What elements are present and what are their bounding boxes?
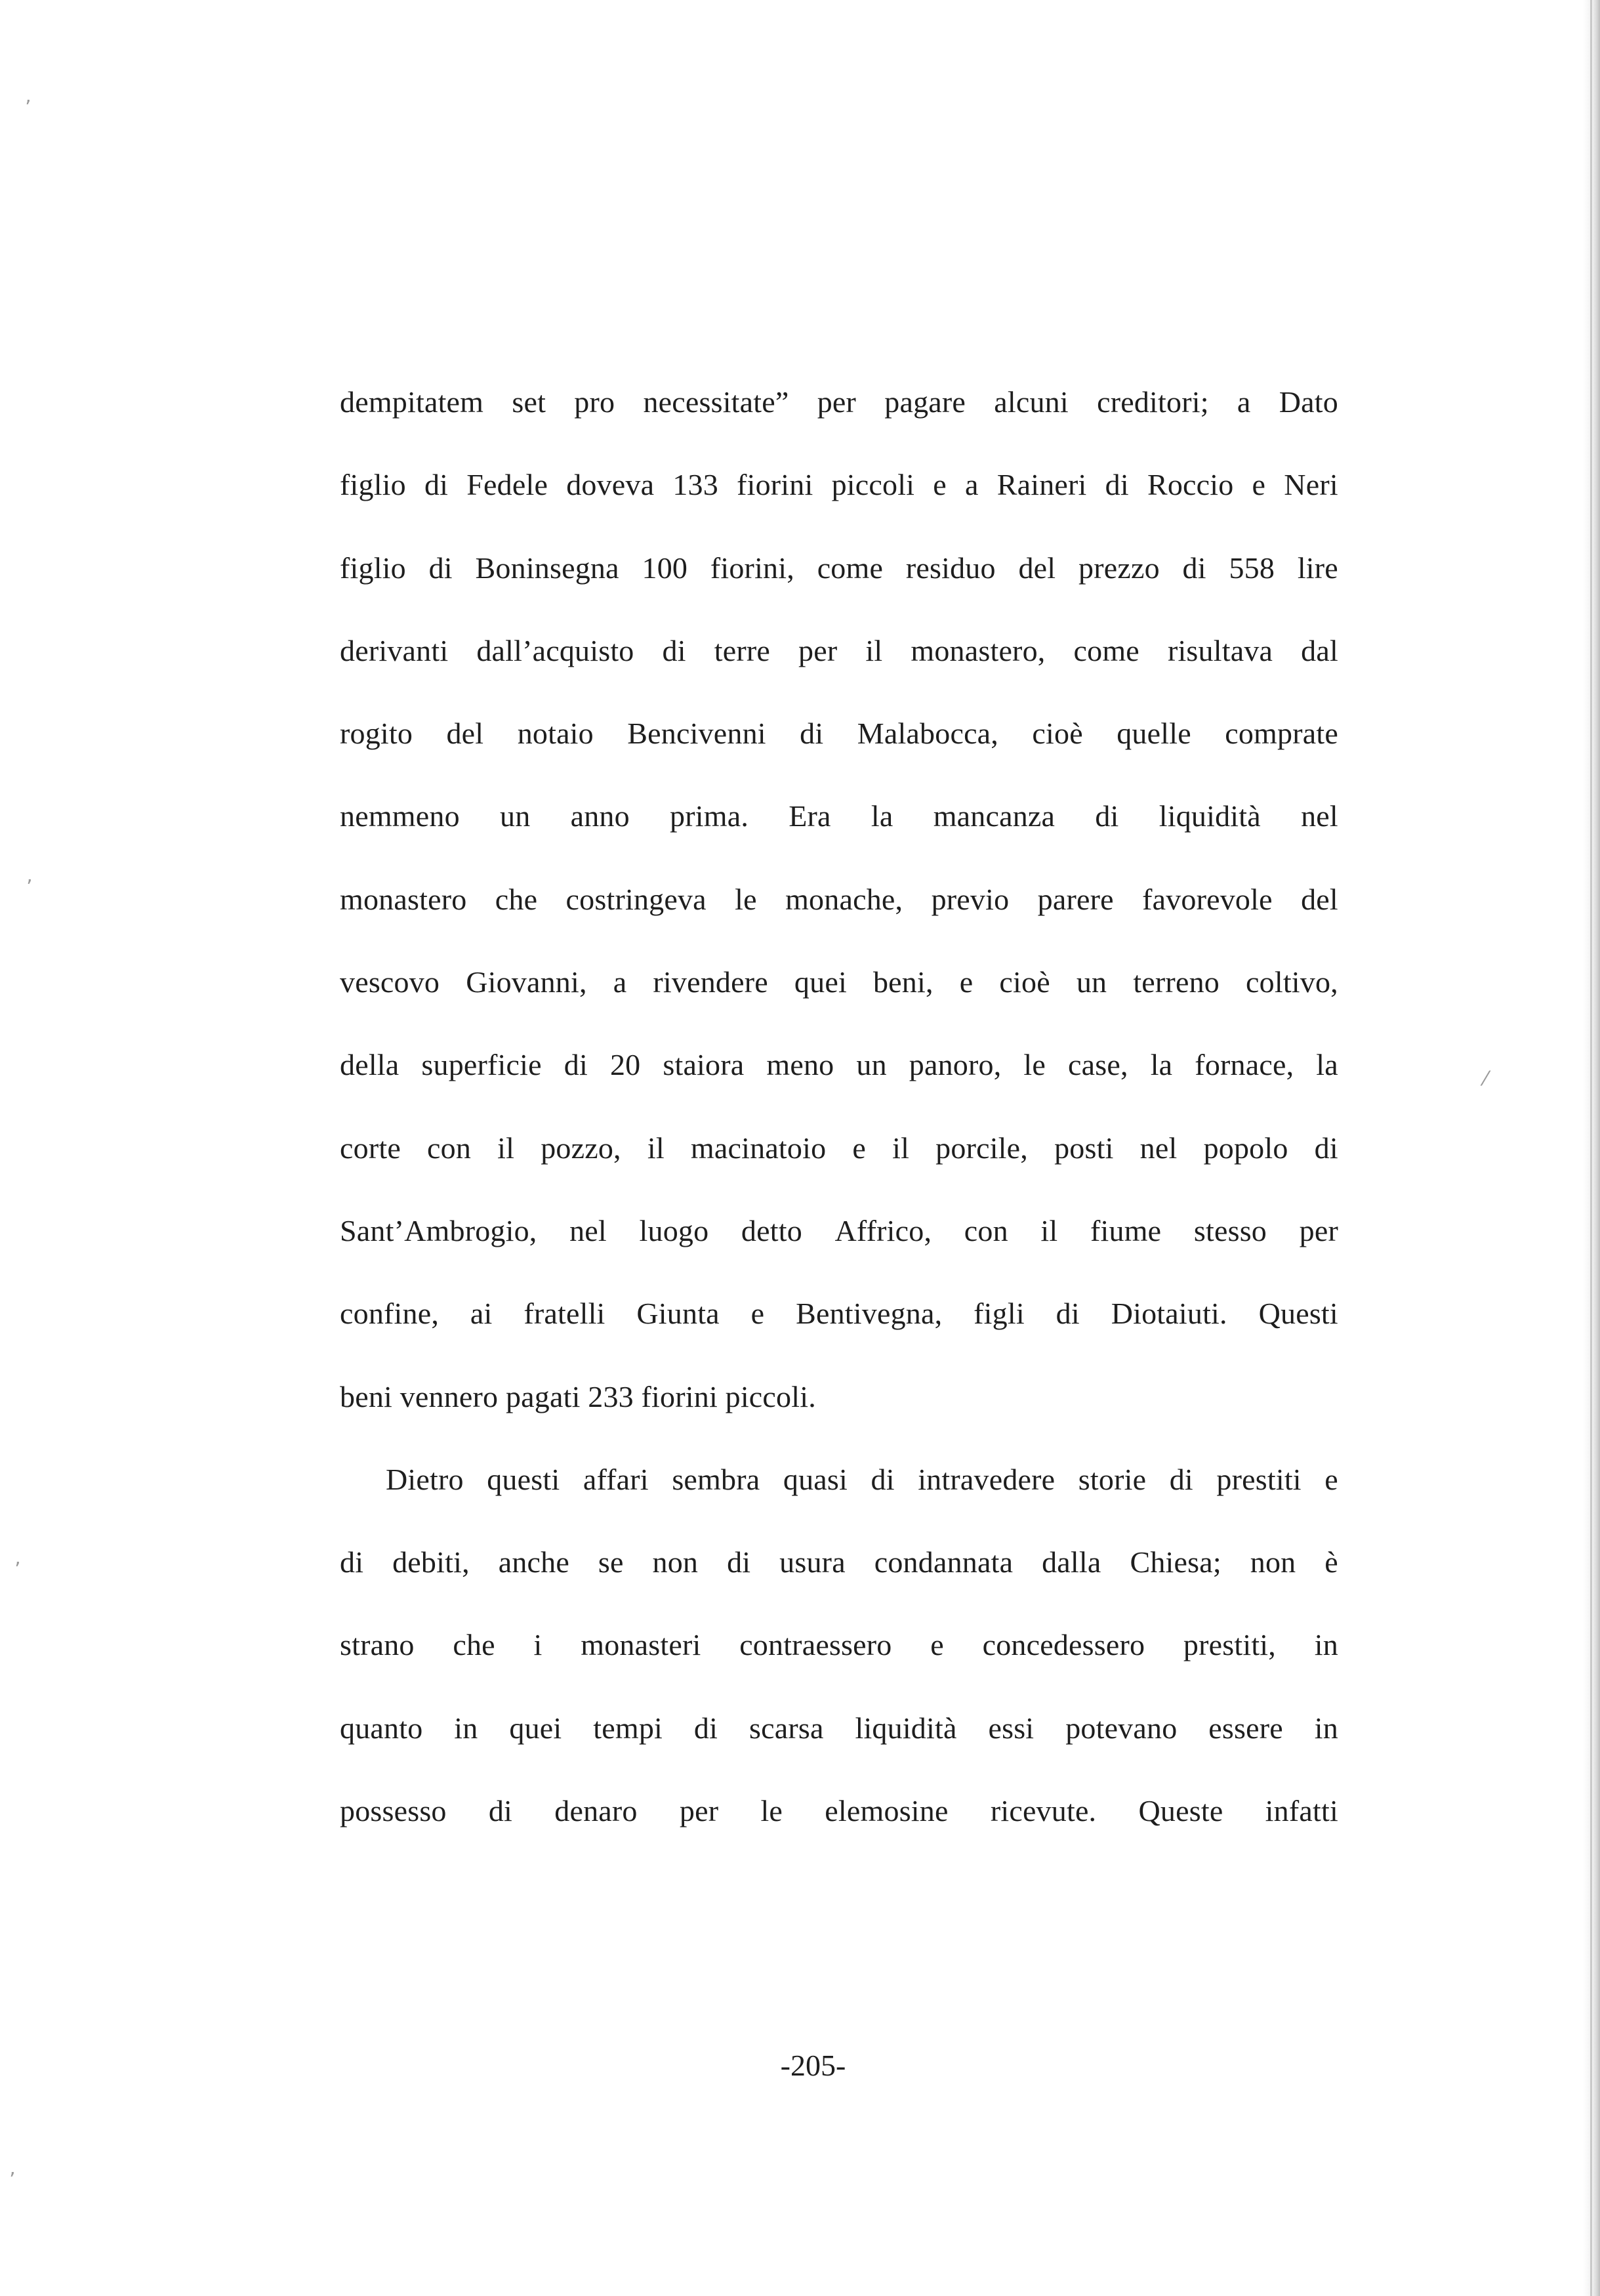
- word: residuo: [905, 551, 996, 585]
- word: liquidità: [855, 1711, 957, 1745]
- word: corte: [340, 1131, 401, 1165]
- word: Giunta: [636, 1297, 720, 1331]
- word: necessitate”: [643, 385, 789, 419]
- word: cioè: [999, 965, 1050, 999]
- word: per: [1299, 1213, 1338, 1247]
- word: come: [817, 551, 884, 585]
- word: con: [964, 1213, 1008, 1247]
- word: di: [1169, 1462, 1193, 1496]
- word: fiorini,: [710, 551, 794, 585]
- word: derivanti: [340, 633, 449, 667]
- text-line: [340, 544, 1338, 627]
- word: di: [693, 1711, 718, 1745]
- word: intravedere: [918, 1462, 1056, 1496]
- word: panoro,: [909, 1048, 1002, 1082]
- word: strano: [340, 1628, 415, 1662]
- word: 20: [609, 1048, 641, 1082]
- word: non: [652, 1545, 699, 1579]
- text-line: [340, 709, 1338, 792]
- word: per: [817, 385, 857, 419]
- word: questi: [487, 1462, 560, 1496]
- text-line: [340, 958, 1338, 1041]
- word: e: [852, 1131, 867, 1165]
- word: scarsa: [749, 1711, 824, 1745]
- word: figli: [974, 1297, 1025, 1331]
- text-line: [340, 1207, 1338, 1289]
- scan-speck-3: ⁄: [1484, 1068, 1488, 1091]
- text-line: [340, 1124, 1338, 1207]
- scan-speck-2: ʼ: [26, 876, 33, 899]
- word: la: [1150, 1048, 1173, 1082]
- word: alcuni: [994, 385, 1069, 419]
- word: un: [1076, 965, 1107, 999]
- word: elemosine: [825, 1794, 949, 1828]
- word: di: [488, 1794, 513, 1828]
- word: macinatoio: [690, 1131, 827, 1165]
- word: di: [871, 1462, 895, 1496]
- word: nel: [1139, 1131, 1178, 1165]
- word: 133: [672, 468, 718, 502]
- word: possesso: [340, 1794, 447, 1828]
- word: luogo: [639, 1213, 709, 1247]
- word: beni,: [872, 965, 933, 999]
- word: pagare: [884, 385, 966, 419]
- word: dall’acquisto: [476, 633, 634, 667]
- body-text: [340, 378, 1338, 1869]
- word: e: [1324, 1462, 1338, 1496]
- word: 558: [1229, 551, 1275, 585]
- word: e: [959, 965, 974, 999]
- word: anno: [570, 799, 630, 833]
- word: a: [1237, 385, 1251, 419]
- word: a: [613, 965, 627, 999]
- word: di: [662, 633, 686, 667]
- text-line: [340, 1289, 1338, 1372]
- word: prezzo: [1078, 551, 1160, 585]
- word: la: [871, 799, 893, 833]
- text-line-paragraph-end: beni vennero pagati 233 fiorini piccoli.: [340, 1379, 816, 1413]
- word: favorevole: [1142, 882, 1273, 916]
- word: fornace,: [1195, 1048, 1294, 1082]
- text-line: [340, 1787, 1338, 1869]
- word: prima.: [670, 799, 749, 833]
- text-line: [340, 461, 1338, 543]
- word: set: [512, 385, 546, 419]
- word: di: [1095, 799, 1119, 833]
- scan-speck-4: ʼ: [14, 1558, 21, 1581]
- word: le: [735, 882, 757, 916]
- word: monache,: [785, 882, 903, 916]
- word: prestiti: [1216, 1462, 1302, 1496]
- word: creditori;: [1097, 385, 1209, 419]
- word: un: [856, 1048, 887, 1082]
- word: popolo: [1203, 1131, 1288, 1165]
- word: porcile,: [935, 1131, 1028, 1165]
- word: Boninsegna: [475, 551, 619, 585]
- word: usura: [779, 1545, 846, 1579]
- word: nemmeno: [340, 799, 460, 833]
- word: per: [798, 633, 838, 667]
- text-line: [340, 627, 1338, 709]
- word: notaio: [517, 717, 594, 751]
- word: rivendere: [653, 965, 768, 999]
- word: condannata: [874, 1545, 1014, 1579]
- text-line: [340, 1538, 1338, 1621]
- word: della: [340, 1048, 400, 1082]
- scan-speck-1: ʼ: [25, 96, 31, 119]
- word: Bencivenni: [627, 717, 766, 751]
- word: coltivo,: [1246, 965, 1338, 999]
- word: Raineri: [996, 468, 1087, 502]
- word: di: [800, 717, 824, 751]
- word: quei: [794, 965, 847, 999]
- word: figlio: [340, 551, 406, 585]
- word: posti: [1054, 1131, 1114, 1165]
- word: Malabocca,: [857, 717, 999, 751]
- word: dalla: [1042, 1545, 1101, 1579]
- word: Dietro: [386, 1462, 464, 1496]
- word: Sant’Ambrogio,: [340, 1213, 537, 1247]
- word: cioè: [1032, 717, 1083, 751]
- word: del: [1018, 551, 1056, 585]
- word: denaro: [554, 1794, 638, 1828]
- word: di: [340, 1545, 364, 1579]
- word: terreno: [1133, 965, 1220, 999]
- word: rogito: [340, 717, 413, 751]
- scan-speck-5: ʼ: [9, 2169, 16, 2192]
- word: ricevute.: [990, 1794, 1097, 1828]
- word: piccoli: [831, 468, 915, 502]
- word: monastero,: [911, 633, 1046, 667]
- word: di: [428, 551, 453, 585]
- word: Dato: [1279, 385, 1338, 419]
- word: concedessero: [982, 1628, 1145, 1662]
- word: costringeva: [565, 882, 707, 916]
- word: Roccio: [1147, 468, 1234, 502]
- word: fratelli: [523, 1297, 605, 1331]
- word: il: [892, 1131, 910, 1165]
- word: meno: [766, 1048, 834, 1082]
- word: risultava: [1167, 633, 1273, 667]
- word: quanto: [340, 1711, 423, 1745]
- word: Bentivegna,: [796, 1297, 943, 1331]
- word: terre: [714, 633, 770, 667]
- word: figlio: [340, 468, 406, 502]
- word: comprate: [1225, 717, 1338, 751]
- word: anche: [498, 1545, 569, 1579]
- text-line: [340, 378, 1338, 461]
- word: del: [1301, 882, 1338, 916]
- word: superficie: [421, 1048, 542, 1082]
- word: di: [1105, 468, 1129, 502]
- word: Affrico,: [834, 1213, 932, 1247]
- word: e: [1252, 468, 1266, 502]
- word: fiume: [1090, 1213, 1162, 1247]
- word: in: [454, 1711, 478, 1745]
- word: liquidità: [1159, 799, 1261, 833]
- text-line: [340, 792, 1338, 875]
- word: non: [1250, 1545, 1296, 1579]
- word: essi: [988, 1711, 1035, 1745]
- word: lire: [1297, 551, 1338, 585]
- word: le: [1023, 1048, 1046, 1082]
- word: stesso: [1193, 1213, 1267, 1247]
- word: dempitatem: [340, 385, 484, 419]
- word: il: [1040, 1213, 1058, 1247]
- text-line: [340, 1704, 1338, 1787]
- word: il: [865, 633, 883, 667]
- word: il: [647, 1131, 665, 1165]
- word: con: [427, 1131, 472, 1165]
- word: Chiesa;: [1130, 1545, 1221, 1579]
- word: di: [727, 1545, 751, 1579]
- word: i: [533, 1628, 543, 1662]
- word: in: [1314, 1628, 1338, 1662]
- text-line: [340, 1621, 1338, 1703]
- word: dal: [1301, 633, 1338, 667]
- word: prestiti,: [1183, 1628, 1276, 1662]
- word: quei: [509, 1711, 562, 1745]
- word: Questi: [1258, 1297, 1338, 1331]
- word: di: [1182, 551, 1206, 585]
- word: come: [1073, 633, 1139, 667]
- word: Fedele: [466, 468, 548, 502]
- word: mancanza: [933, 799, 1056, 833]
- word: se: [598, 1545, 624, 1579]
- word: di: [1314, 1131, 1338, 1165]
- word: un: [500, 799, 531, 833]
- word: il: [497, 1131, 515, 1165]
- word: Queste: [1138, 1794, 1223, 1828]
- word: contraessero: [739, 1628, 892, 1662]
- word: essere: [1208, 1711, 1283, 1745]
- word: le: [760, 1794, 783, 1828]
- word: potevano: [1065, 1711, 1178, 1745]
- word: storie: [1078, 1462, 1147, 1496]
- word: pozzo,: [541, 1131, 621, 1165]
- word: di: [424, 468, 449, 502]
- word: doveva: [566, 468, 655, 502]
- word: Era: [789, 799, 831, 833]
- word: parere: [1037, 882, 1114, 916]
- word: per: [679, 1794, 719, 1828]
- word: 100: [642, 551, 688, 585]
- word: detto: [741, 1213, 802, 1247]
- word: case,: [1068, 1048, 1128, 1082]
- word: e: [930, 1628, 944, 1662]
- word: del: [446, 717, 484, 751]
- word: di: [1056, 1297, 1080, 1331]
- word: la: [1316, 1048, 1338, 1082]
- word: è: [1324, 1545, 1338, 1579]
- word: quasi: [783, 1462, 848, 1496]
- word: fiorini: [737, 468, 813, 502]
- word: affari: [583, 1462, 649, 1496]
- word: Giovanni,: [466, 965, 587, 999]
- word: quelle: [1117, 717, 1191, 751]
- word: nel: [569, 1213, 607, 1247]
- text-line: [340, 875, 1338, 958]
- word: in: [1314, 1711, 1338, 1745]
- word: staiora: [663, 1048, 745, 1082]
- word: che: [453, 1628, 495, 1662]
- word: ai: [470, 1297, 493, 1331]
- word: di: [564, 1048, 588, 1082]
- scan-edge-line: [1590, 0, 1592, 2296]
- word: previo: [931, 882, 1010, 916]
- word: tempi: [593, 1711, 663, 1745]
- text-line: [340, 1041, 1338, 1123]
- word: che: [495, 882, 538, 916]
- word: a: [965, 468, 979, 502]
- word: pro: [574, 385, 615, 419]
- word: monasteri: [581, 1628, 701, 1662]
- page-number: -205-: [780, 2049, 846, 2082]
- word: e: [750, 1297, 765, 1331]
- word: confine,: [340, 1297, 440, 1331]
- word: e: [933, 468, 947, 502]
- word: debiti,: [392, 1545, 470, 1579]
- word: sembra: [672, 1462, 760, 1496]
- word: Neri: [1284, 468, 1338, 502]
- word: monastero: [340, 882, 467, 916]
- word: vescovo: [340, 965, 440, 999]
- word: Diotaiuti.: [1111, 1297, 1227, 1331]
- word: infatti: [1265, 1794, 1338, 1828]
- word: nel: [1301, 799, 1338, 833]
- text-line-paragraph-start: [340, 1455, 1338, 1538]
